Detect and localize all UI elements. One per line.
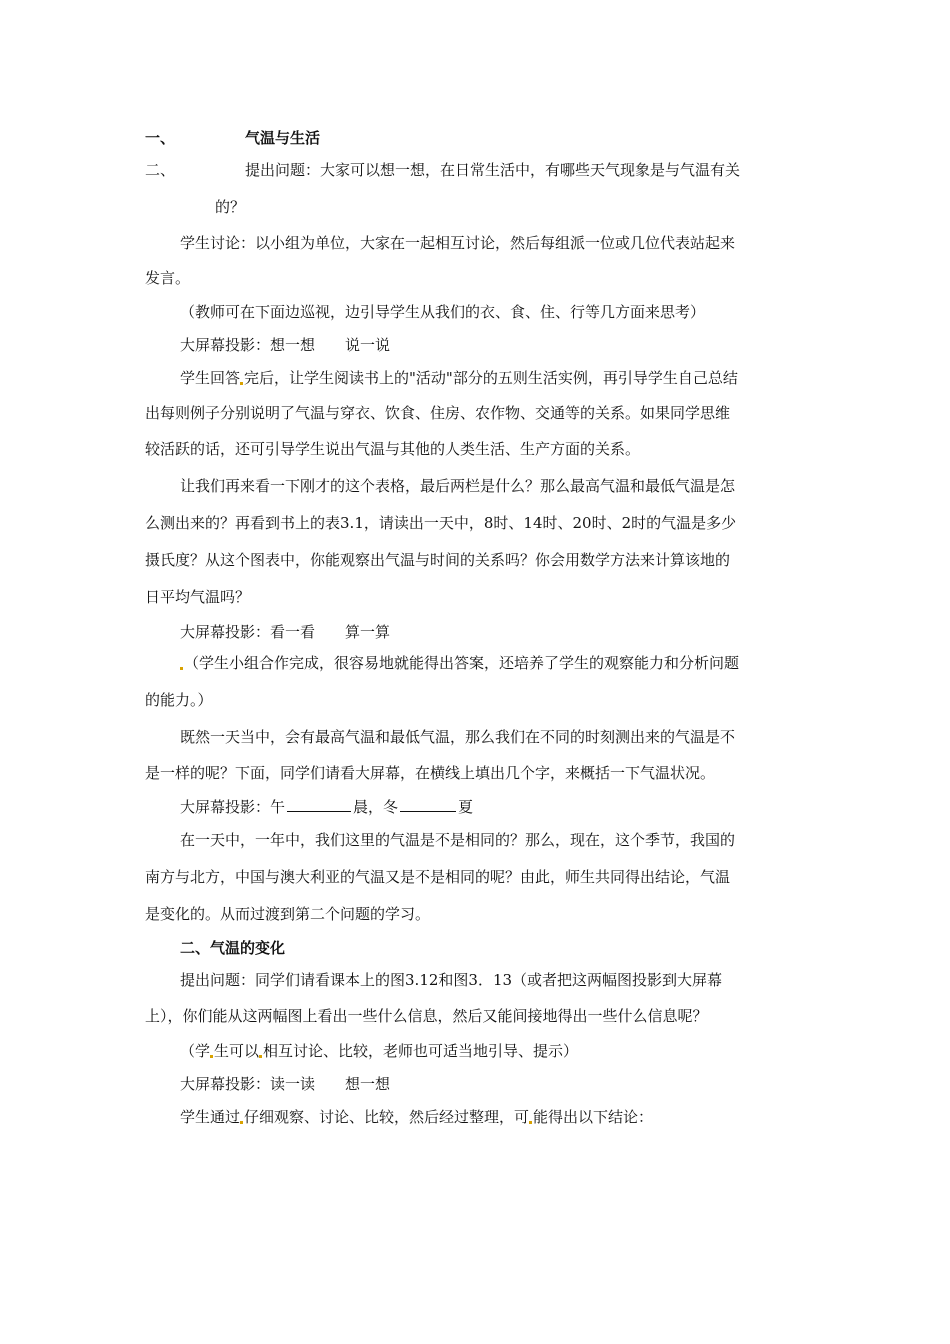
fill-text: 晨，冬 (353, 798, 399, 816)
paragraph-group-line-1 (180, 653, 840, 673)
projection-label: 大屏幕投影：午 (180, 798, 286, 816)
paragraph-table-line-2: 么测出来的？再看到书上的表3.1，请读出一天中，8时、14时、20时、2时的气温是多少 (145, 514, 737, 532)
projection-activity: 想一想 (345, 1075, 391, 1093)
projection-label: 大屏幕投影：读一读 (180, 1075, 316, 1093)
paragraph-year-line-1: 在一天中，一年中，我们这里的气温是不是相同的？那么，现在，这个季节，我国的 (180, 831, 736, 849)
heading-number: 一、 (145, 129, 176, 147)
edit-mark (210, 1055, 213, 1058)
text-run: （学生小组合作完成，很容易地就能得出答案，还培养了学生的观察能力和分析问题 (184, 654, 740, 672)
paragraph-question-line-1: 提出问题：同学们请看课本上的图3.12和图3．13（或者把这两幅图投影到大屏幕 (180, 971, 723, 989)
paragraph-year-line-2: 南方与北方，中国与澳大利亚的气温又是不是相同的呢？由此，师生共同得出结论，气温 (145, 868, 731, 886)
fill-blank-1 (287, 796, 351, 812)
paragraph-table-line-3: 摄氏度？从这个图表中，你能观察出气温与时间的关系吗？你会用数学方法来计算该地的 (145, 551, 731, 569)
projection-3-fill-in (180, 796, 840, 817)
text-run: 学生回答 (180, 369, 241, 387)
list-item-2 (145, 160, 805, 180)
text-run: 完后，让学生阅读书上的"活动"部分的五则生活实例，再引导学生自己总结 (244, 369, 738, 387)
fill-text: 夏 (458, 798, 474, 816)
paragraph-conclude (180, 1107, 840, 1127)
paragraph-discuss-line-2: 发言。 (145, 269, 191, 287)
paragraph-compare (180, 1041, 840, 1061)
paragraph-answer-line-3: 较活跃的话，还可引导学生说出气温与其他的人类生活、生产方面的关系。 (145, 440, 641, 458)
paragraph-discuss-line-1: 学生讨论：以小组为单位，大家在一起相互讨论，然后每组派一位或几位代表站起来 (180, 234, 736, 252)
edit-mark (240, 1121, 243, 1124)
text-run: 生可以 (214, 1042, 260, 1060)
paragraph-since-line-1: 既然一天当中，会有最高气温和最低气温，那么我们在不同的时刻测出来的气温是不 (180, 728, 736, 746)
edit-mark (180, 667, 183, 670)
paragraph-table-line-4: 日平均气温吗？ (145, 588, 251, 606)
projection-1 (180, 335, 840, 355)
paragraph-year-line-3: 是变化的。从而过渡到第二个问题的学习。 (145, 905, 431, 923)
text-run: （学 (180, 1042, 211, 1060)
paragraph-group-line-2: 的能力。） (145, 691, 213, 709)
heading-text: 气温与生活 (245, 129, 321, 147)
edit-mark (529, 1121, 532, 1124)
projection-label: 大屏幕投影：想一想 (180, 336, 316, 354)
edit-mark (259, 1055, 262, 1058)
paragraph-answer-line-1 (180, 368, 840, 388)
projection-activity: 算一算 (345, 623, 391, 641)
text-run: 能得出以下结论： (533, 1108, 654, 1126)
projection-activity: 说一说 (345, 336, 391, 354)
projection-4 (180, 1074, 840, 1094)
fill-blank-2 (400, 796, 456, 812)
paragraph-question-line-2: 上），你们能从这两幅图上看出一些什么信息，然后又能间接地得出一些什么信息呢？ (145, 1007, 708, 1025)
text-run: 仔细观察、讨论、比较，然后经过整理，可 (244, 1108, 530, 1126)
projection-label: 大屏幕投影：看一看 (180, 623, 316, 641)
list-text: 提出问题：大家可以想一想，在日常生活中，有哪些天气现象是与气温有关 (245, 161, 741, 179)
paragraph-table-line-1: 让我们再来看一下刚才的这个表格，最后两栏是什么？那么最高气温和最低气温是怎 (180, 477, 736, 495)
paragraph-answer-line-2: 出每则例子分别说明了气温与穿衣、饮食、住房、农作物、交通等的关系。如果同学思维 (145, 404, 731, 422)
list-item-2-continued: 的？ (215, 198, 246, 216)
section-heading-2: 二、气温的变化 (180, 939, 286, 957)
list-number: 二、 (145, 161, 176, 179)
projection-2 (180, 622, 840, 642)
paragraph-teacher: （教师可在下面边巡视，边引导学生从我们的衣、食、住、行等几方面来思考） (180, 303, 706, 321)
text-run: 相互讨论、比较，老师也可适当地引导、提示） (263, 1042, 579, 1060)
edit-mark (240, 382, 243, 385)
paragraph-since-line-2: 是一样的呢？下面，同学们请看大屏幕，在横线上填出几个字，来概括一下气温状况。 (145, 764, 716, 782)
text-run: 学生通过 (180, 1108, 241, 1126)
section-heading-1 (145, 128, 805, 148)
